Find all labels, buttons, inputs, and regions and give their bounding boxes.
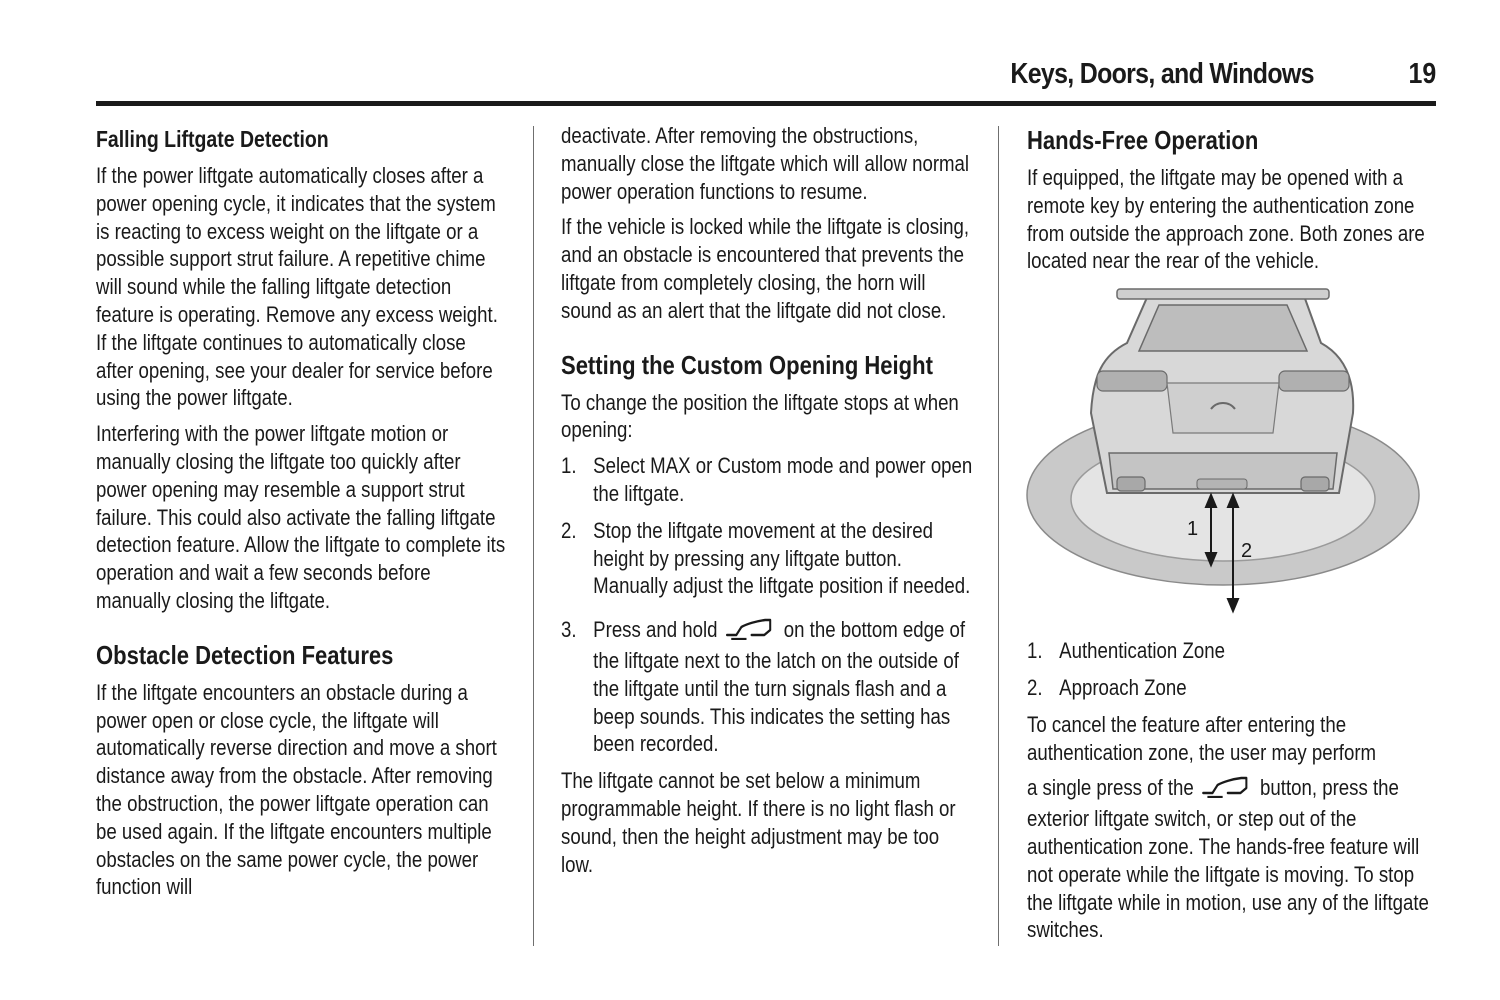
heading-falling-liftgate-detection: Falling Liftgate Detection bbox=[96, 126, 329, 152]
legend-item bbox=[1027, 637, 1439, 665]
text-after-icon: button, press the exterior liftgate switch, or step out of the authentication zone. The hands-free feature will not operate while the liftgate is moving. To stop the liftgate while in motion, use any of the liftgate switches. bbox=[1027, 775, 1429, 943]
vehicle-rear-illustration bbox=[1091, 289, 1353, 493]
column-left bbox=[96, 122, 508, 909]
header-rule bbox=[96, 101, 1436, 106]
column-divider-1 bbox=[533, 126, 534, 946]
step-number: 1. bbox=[561, 453, 577, 479]
step-item bbox=[561, 517, 973, 600]
paragraph-hands-free: If equipped, the liftgate may be opened with a remote key by entering the authentication zone from outside the approach zone. Both zones are located near the rear of the vehicle. bbox=[1027, 165, 1425, 274]
step-text-after-icon: on the bottom edge of the liftgate next to the latch on the outside of the liftgate until the turn signals flash and a beep sounds. This indicates the setting has been recorded. bbox=[593, 617, 966, 757]
steps-list bbox=[561, 452, 973, 758]
figure-legend-list bbox=[1027, 637, 1439, 702]
paragraph-vehicle-locked: If the vehicle is locked while the liftgate is closing, and an obstacle is encountered that prevents the liftgate from completely closing, the horn will sound as an alert that the liftgate did not close. bbox=[561, 214, 970, 323]
paragraph-deactivate: deactivate. After removing the obstructions, manually close the liftgate which will allow normal power operation functions to resume. bbox=[561, 123, 970, 204]
column-right bbox=[1027, 122, 1439, 952]
paragraph-minimum-height: The liftgate cannot be set below a minimum programmable height. If there is no light flash or sound, then the height adjustment may be too low. bbox=[561, 768, 956, 877]
zone-label-1: 1 bbox=[1187, 518, 1199, 541]
step-text: Select MAX or Custom mode and power open the liftgate. bbox=[593, 453, 973, 506]
step-item bbox=[561, 452, 973, 508]
paragraph-cancel-feature: To cancel the feature after entering the authentication zone, the user may perform bbox=[1027, 711, 1377, 765]
zone-label-2: 2 bbox=[1241, 540, 1253, 563]
step-number: 3. bbox=[561, 617, 577, 643]
heading-hands-free-operation: Hands-Free Operation bbox=[1027, 125, 1259, 155]
column-divider-2 bbox=[998, 126, 999, 946]
paragraph-interfering-motion: Interfering with the power liftgate motion or manually closing the liftgate too quickly after power opening may resemble a support strut failure. This could also activate the falling liftgate detection feature. Allow the liftgate to complete its operation and wait a few seconds before manually closing the liftgate. bbox=[96, 421, 506, 613]
text-before-icon: a single press of the bbox=[1027, 775, 1194, 801]
paragraph-change-position: To change the position the liftgate stops at when opening: bbox=[561, 389, 959, 443]
legend-number: 2. bbox=[1027, 674, 1043, 700]
liftgate-button-icon bbox=[1201, 774, 1250, 805]
hands-free-zones-figure bbox=[1017, 283, 1429, 623]
page-number: 19 bbox=[1408, 58, 1436, 90]
legend-text: Authentication Zone bbox=[1059, 638, 1225, 664]
heading-custom-opening-height: Setting the Custom Opening Height bbox=[561, 349, 933, 380]
paragraph-falling-liftgate: If the power liftgate automatically closes after a power opening cycle, it indicates that the system is reacting to excess weight on the liftgate or a possible support strut failure. A repetitive chime will sound while the falling liftgate detection feature is operating. Remove any excess weight. If the liftgate continues to automatically close after opening, see your dealer for service before using the power liftgate. bbox=[96, 163, 498, 411]
liftgate-button-icon bbox=[724, 616, 773, 647]
legend-number: 1. bbox=[1027, 638, 1043, 664]
step-text: Stop the liftgate movement at the desired height by pressing any liftgate button. Manually adjust the liftgate position if needed. bbox=[593, 517, 971, 599]
legend-item bbox=[1027, 674, 1439, 702]
running-header-title: Keys, Doors, and Windows bbox=[1010, 58, 1314, 90]
paragraph-single-press bbox=[1027, 774, 1439, 944]
step-number: 2. bbox=[561, 517, 577, 543]
paragraph-obstacle-detection: If the liftgate encounters an obstacle during a power open or close cycle, the liftgate will automatically reverse direction and move a short distance away from the obstacle. After removing the obstruction, the power liftgate operation can be used again. If the liftgate encounters multiple obstacles on the same power cycle, the power function will bbox=[96, 679, 497, 900]
legend-text: Approach Zone bbox=[1059, 674, 1187, 700]
column-middle bbox=[561, 122, 973, 886]
step-item bbox=[561, 616, 973, 758]
heading-obstacle-detection: Obstacle Detection Features bbox=[96, 639, 394, 670]
step-text-before-icon: Press and hold bbox=[593, 617, 718, 643]
